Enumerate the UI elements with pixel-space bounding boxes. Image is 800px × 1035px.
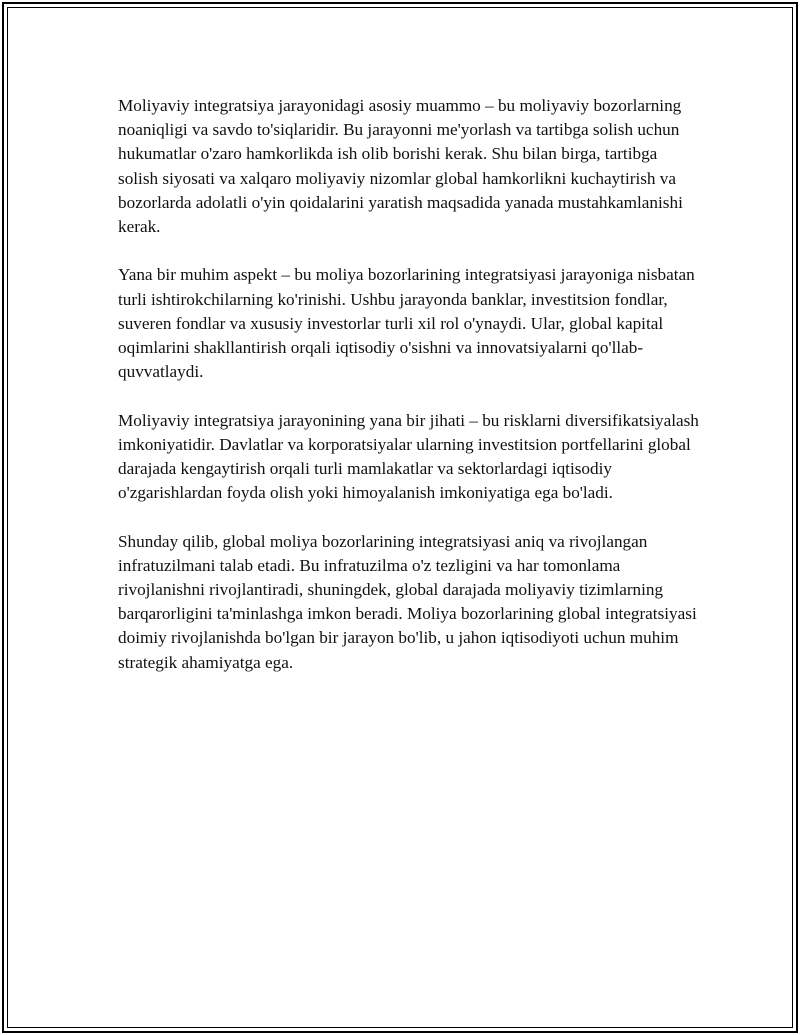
paragraph-4: Shunday qilib, global moliya bozorlarining integratsiyasi aniq va rivojlangan infratuzilmani talab etadi. Bu infratuzilma o'z tezligini va har tomonlama rivojlanishni rivojlantiradi, shuningdek, global darajada moliyaviy tizimlarning barqarorligini ta'minlashga imkon beradi. Moliya bozorlarining global integratsiyasi doimiy rivojlanishda bo'lgan bir jarayon bo'lib, u jahon iqtisodiyoti uchun muhim strategik ahamiyatga ega. [118, 531, 697, 672]
document-body [118, 94, 700, 699]
paragraph-2: Yana bir muhim aspekt – bu moliya bozorlarining integratsiyasi jarayoniga nisbatan turli ishtirokchilarning ko'rinishi. Ushbu jarayonda banklar, investitsion fondlar, suveren fondlar va xususiy investorlar turli xil rol o'ynaydi. Ular, global kapital oqimlarini shakllantirish orqali iqtisodiy o'sishni va innovatsiyalarni qo'llab-quvvatlaydi. [118, 265, 695, 382]
paragraph-3: Moliyaviy integratsiya jarayonining yana bir jihati – bu risklarni diversifikatsiyalash imkoniyatidir. Davlatlar va korporatsiyalar ularning investitsion portfellarini global darajada kengaytirish orqali turli mamlakatlar va sektorlardagi iqtisodiy o'zgarishlardan foyda olish yoki himoyalanish imkoniyatiga ega bo'ladi. [118, 410, 699, 503]
paragraph-1: Moliyaviy integratsiya jarayonidagi asosiy muammo – bu moliyaviy bozorlarning noaniqligi va savdo to'siqlaridir. Bu jarayonni me'yorlash va tartibga solish uchun hukumatlar o'zaro hamkorlikda ish olib borishi kerak. Shu bilan birga, tartibga solish siyosati va xalqaro moliyaviy nizomlar global hamkorlikni kuchaytirish va bozorlarda adolatli o'yin qoidalarini yaratish maqsadida yanada mustahkamlanishi kerak. [118, 96, 683, 237]
